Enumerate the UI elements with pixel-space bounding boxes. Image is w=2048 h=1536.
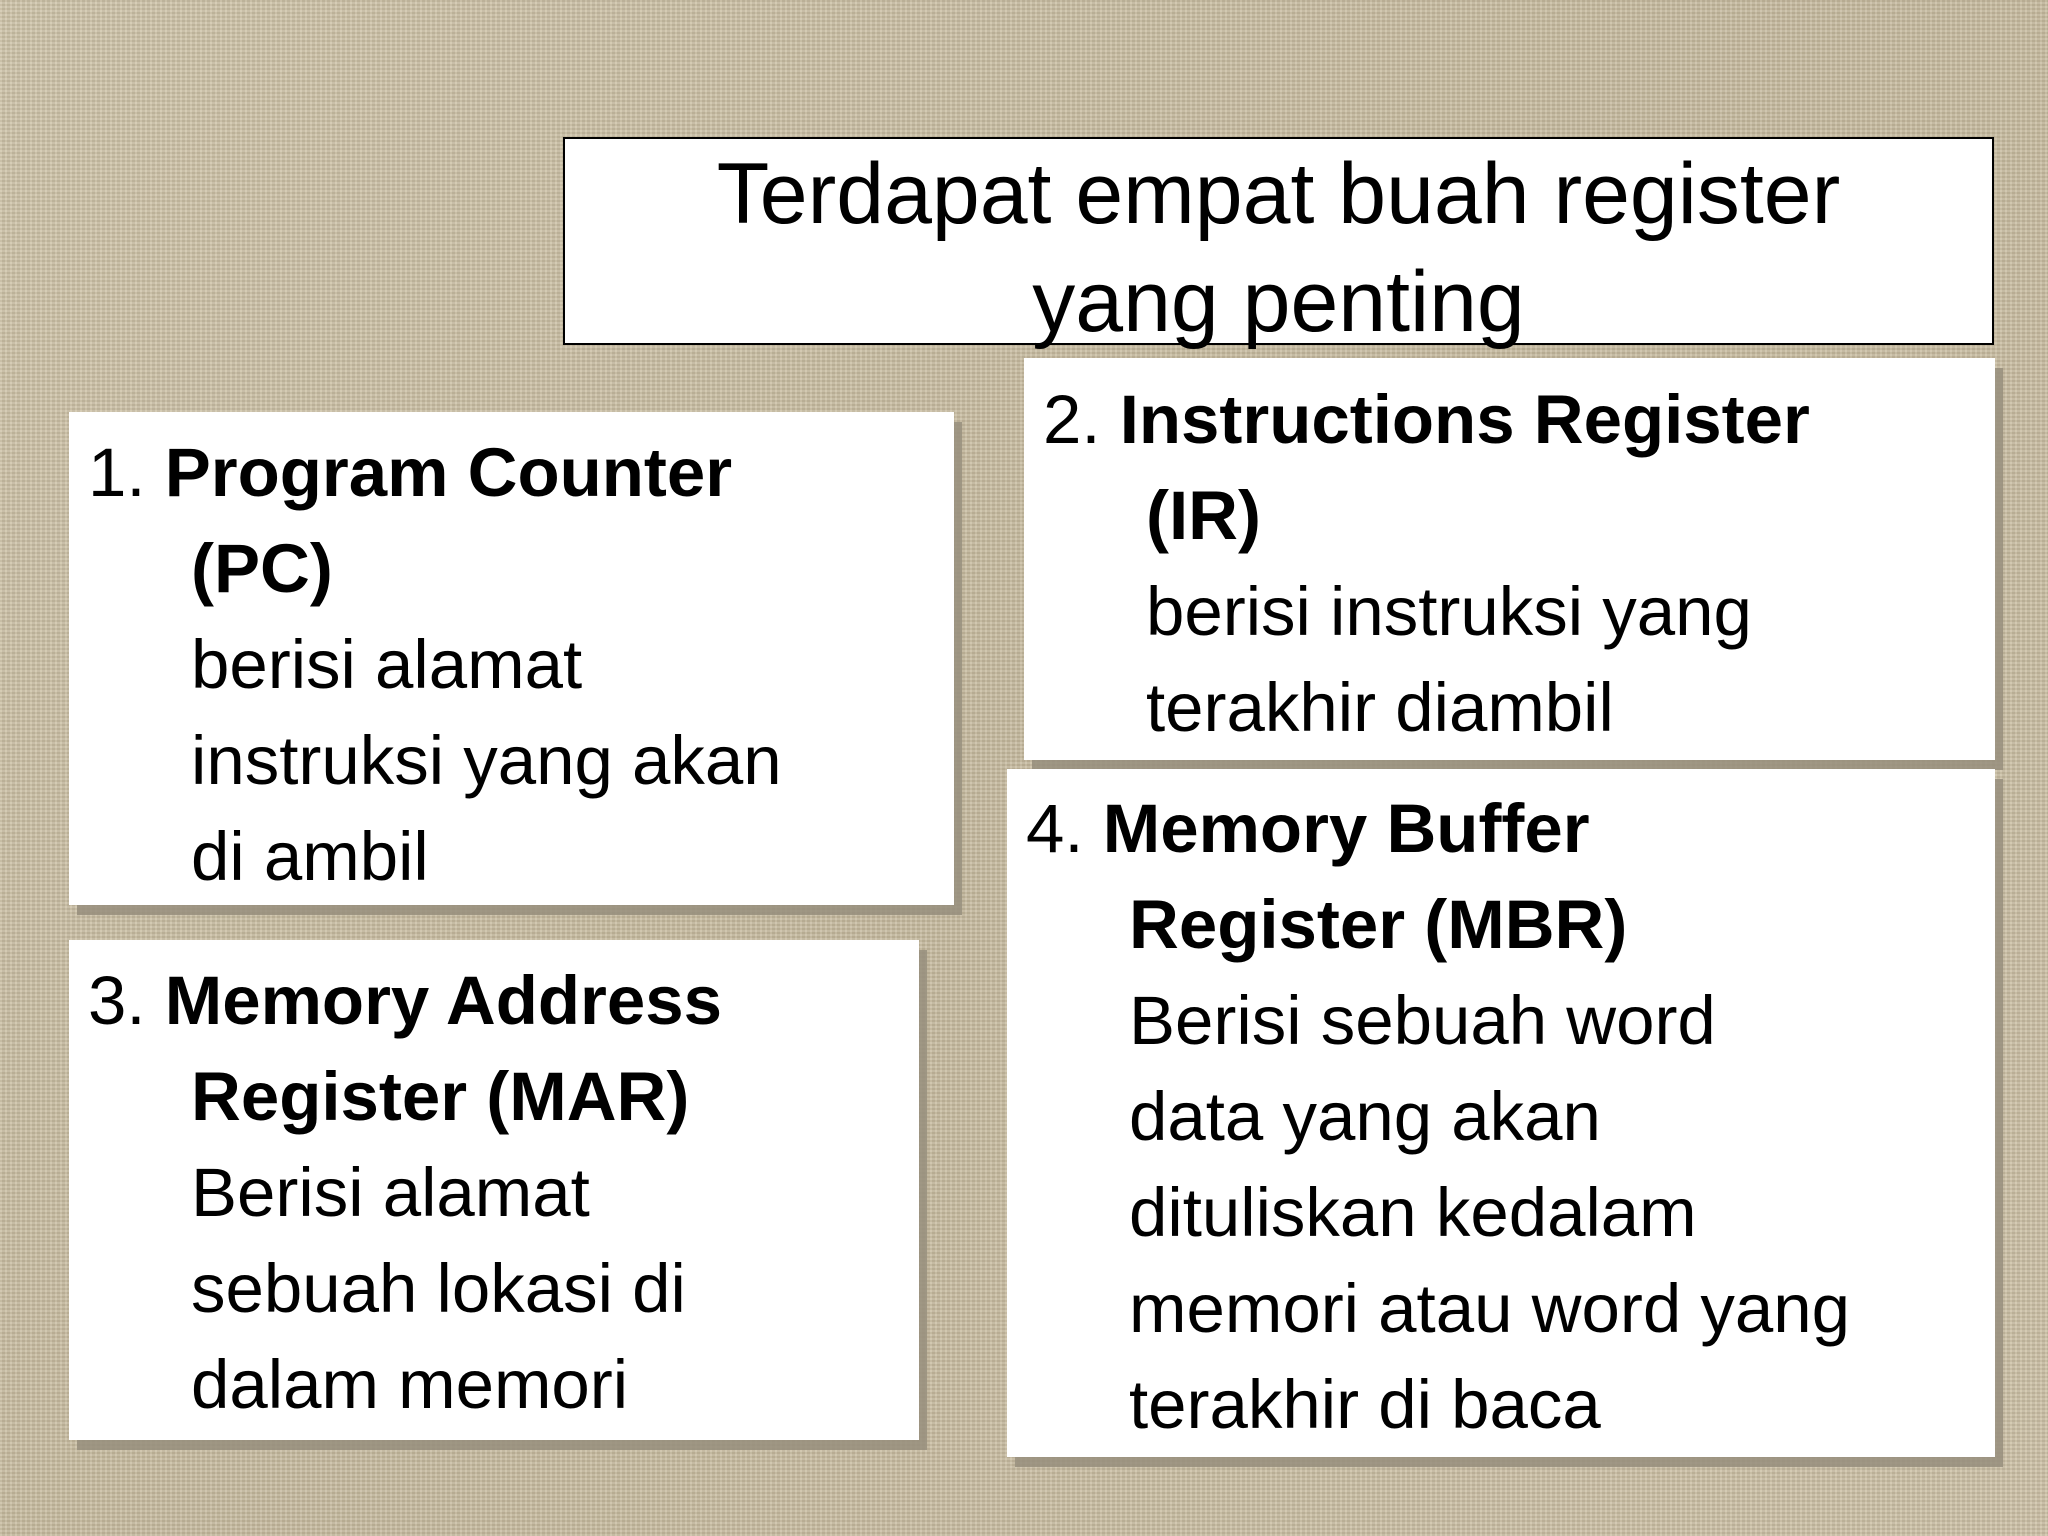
register-name: Program Counter [164, 434, 733, 511]
register-description: memori atau word yang [1129, 1270, 1850, 1347]
register-name-continued: (PC) [191, 530, 333, 607]
register-heading [88, 425, 782, 521]
title-line-1: Terdapat empat buah register [716, 146, 1841, 242]
register-heading [1026, 781, 1850, 877]
register-description: Berisi alamat [191, 1154, 590, 1231]
register-name: Memory Address [164, 962, 723, 1039]
register-description: dituliskan kedalam [1129, 1174, 1697, 1251]
register-description: data yang akan [1129, 1078, 1601, 1155]
register-number: 2. [1043, 381, 1101, 458]
register-description: terakhir di baca [1129, 1366, 1601, 1443]
register-item-mar [88, 953, 722, 1433]
title-line-2: yang penting [1032, 254, 1525, 350]
register-description: sebuah lokasi di [191, 1250, 686, 1327]
slide-title [563, 140, 1994, 356]
register-name-continued: (IR) [1146, 477, 1261, 554]
register-name: Memory Buffer [1102, 790, 1590, 867]
register-name-continued: Register (MAR) [191, 1058, 690, 1135]
register-item-pc [88, 425, 782, 905]
register-description: berisi instruksi yang [1146, 573, 1752, 650]
register-heading [1043, 372, 1810, 468]
register-number: 1. [88, 434, 146, 511]
register-number: 3. [88, 962, 146, 1039]
register-description: Berisi sebuah word [1129, 982, 1716, 1059]
register-description: dalam memori [191, 1346, 629, 1423]
register-description: di ambil [191, 818, 429, 895]
register-description: terakhir diambil [1146, 669, 1614, 746]
register-heading [88, 953, 722, 1049]
register-description: berisi alamat [191, 626, 583, 703]
register-description: instruksi yang akan [191, 722, 782, 799]
register-item-ir [1043, 372, 1810, 756]
register-item-mbr [1026, 781, 1850, 1453]
register-number: 4. [1026, 790, 1084, 867]
register-name: Instructions Register [1119, 381, 1810, 458]
register-name-continued: Register (MBR) [1129, 886, 1628, 963]
